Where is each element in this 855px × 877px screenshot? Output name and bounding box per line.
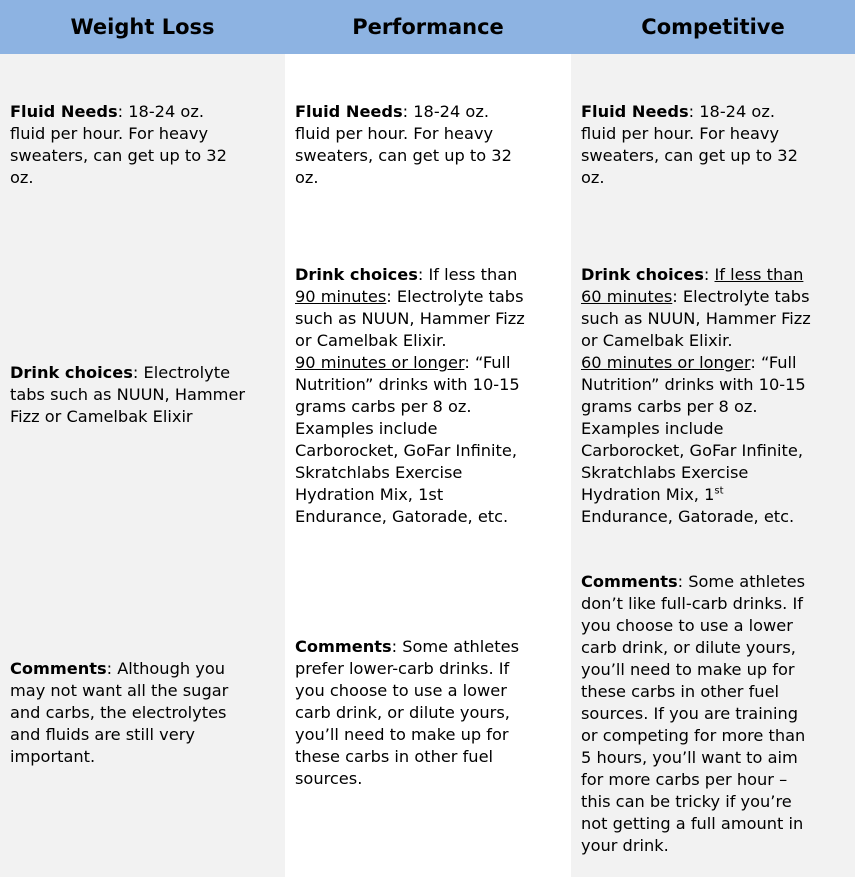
competitive-comments <box>581 571 853 857</box>
fluid-needs-label: Fluid Needs <box>10 102 118 121</box>
drink-choices-text: : Electrolyte tabs such as NUUN, Hammer Fizz or Camelbak Elixir. <box>295 287 525 350</box>
column-performance <box>285 54 571 877</box>
column-weight-loss <box>0 54 285 877</box>
comments-label: Comments <box>581 572 678 591</box>
header-competitive: Competitive <box>641 15 785 39</box>
drink-choices-text: : “Full Nutrition” drinks with 10-15 grams carbs per 8 oz. Examples include Carborocket, GoFar Infinite, Skratchlabs Exercise Hydration Mix, 1 <box>581 353 806 504</box>
comments-label: Comments <box>295 637 392 656</box>
fluid-needs-text: : 18-24 oz. fluid per hour. For heavy sweaters, can get up to 32 oz. <box>295 102 512 187</box>
weight-loss-comments <box>10 658 280 768</box>
comments-text: : Some athletes don’t like full-carb drinks. If you choose to use a lower carb drink, or dilute yours, you’ll need to make up for these carbs in other fuel sources. If you are training or competing for more than 5 hours, you’ll want to aim for more carbs per hour – this can be tricky if you’re not getting a full amount in your drink. <box>581 572 806 855</box>
performance-comments <box>295 636 567 790</box>
drink-choices-text: : Electrolyte tabs such as NUUN, Hammer Fizz or Camelbak Elixir <box>10 363 246 426</box>
under-90-minutes: 90 minutes <box>295 287 387 306</box>
drink-choices-label: Drink choices <box>10 363 133 382</box>
over-90-minutes: 90 minutes or longer <box>295 353 465 372</box>
comments-text: : Some athletes prefer lower-carb drinks. If you choose to use a lower carb drink, or dilute yours, you’ll need to make up for these carbs in other fuel sources. <box>295 637 519 788</box>
drink-choices-text: : <box>703 265 715 284</box>
performance-fluid-needs <box>295 101 567 189</box>
drink-choices-text: Endurance, Gatorade, etc. <box>581 507 795 526</box>
fluid-needs-label: Fluid Needs <box>581 102 689 121</box>
header-weight-loss: Weight Loss <box>70 15 215 39</box>
competitive-drink-choices <box>581 264 853 528</box>
header-performance: Performance <box>352 15 504 39</box>
weight-loss-drink-choices <box>10 362 280 428</box>
drink-choices-label: Drink choices <box>581 265 704 284</box>
competitive-fluid-needs <box>581 101 853 189</box>
fluid-needs-label: Fluid Needs <box>295 102 403 121</box>
table-header <box>0 0 855 54</box>
fluid-needs-text: : 18-24 oz. fluid per hour. For heavy sweaters, can get up to 32 oz. <box>581 102 798 187</box>
ordinal-suffix: st <box>714 485 724 497</box>
comments-text: : Although you may not want all the sugar and carbs, the electrolytes and fluids are still very important. <box>10 659 229 766</box>
column-competitive <box>571 54 855 877</box>
drink-choices-label: Drink choices <box>295 265 418 284</box>
weight-loss-fluid-needs <box>10 101 280 189</box>
performance-drink-choices <box>295 264 567 528</box>
drink-choices-text: : Electrolyte tabs such as NUUN, Hammer Fizz or Camelbak Elixir. <box>581 287 811 350</box>
over-60-minutes: 60 minutes or longer <box>581 353 751 372</box>
under-60-minutes: If less than 60 minutes <box>581 265 804 306</box>
drink-choices-text: : “Full Nutrition” drinks with 10-15 grams carbs per 8 oz. Examples include Carborocket, GoFar Infinite, Skratchlabs Exercise Hydration Mix, 1st Endurance, Gatorade, etc. <box>295 353 520 526</box>
drink-choices-text: : If less than <box>417 265 518 284</box>
comments-label: Comments <box>10 659 107 678</box>
fluid-needs-text: : 18-24 oz. fluid per hour. For heavy sweaters, can get up to 32 oz. <box>10 102 227 187</box>
